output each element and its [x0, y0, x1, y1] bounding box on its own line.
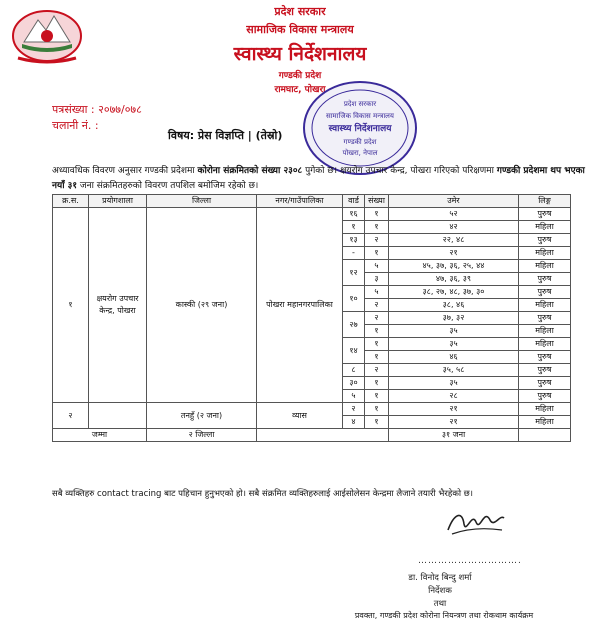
row-count: २	[365, 364, 389, 377]
row-district: कास्की (२९ जना)	[147, 208, 257, 403]
row-gender: महिला	[519, 299, 571, 312]
row-ward: १	[343, 221, 365, 234]
stamp-line2: सामाजिक विकास मन्त्रालय	[326, 112, 394, 120]
row-laboratory: क्षयरोग उपचार केन्द्र, पोखरा	[89, 208, 147, 403]
table-header-cell: लिङ्ग	[519, 195, 571, 208]
intro-paragraph	[52, 164, 600, 194]
total-blank	[257, 429, 389, 442]
row-count: २	[365, 234, 389, 247]
intro-bold-total: कोरोना संक्रमितको संख्या २३०८	[197, 166, 303, 176]
row-count: १	[365, 221, 389, 234]
table-header-cell: संख्या	[365, 195, 389, 208]
stamp-line4: गण्डकी प्रदेश	[343, 138, 377, 146]
row-gender: पुरुष	[519, 208, 571, 221]
row-district: तनहुँ (२ जना)	[147, 403, 257, 429]
row-age: ३५	[389, 377, 519, 390]
row-gender: महिला	[519, 325, 571, 338]
row-gender: पुरुष	[519, 273, 571, 286]
stamp-line1: प्रदेश सरकार	[343, 100, 377, 108]
row-ward: ५	[343, 390, 365, 403]
row-gender: महिला	[519, 247, 571, 260]
table-header-cell: वार्ड	[343, 195, 365, 208]
row-count: ३	[365, 273, 389, 286]
signature-dotted-line: ………………………….	[418, 556, 522, 566]
signatory-designation: निर्देशक	[428, 586, 452, 596]
row-gender: पुरुष	[519, 286, 571, 299]
signatory-name: डा. विनोद बिन्दु शर्मा	[408, 573, 472, 583]
cases-table	[52, 194, 571, 442]
header-province-government: प्रदेश सरकार	[274, 5, 326, 18]
row-ward: १४	[343, 338, 365, 364]
total-districts: २ जिल्ला	[147, 429, 257, 442]
row-count: २	[365, 299, 389, 312]
row-ward: १२	[343, 260, 365, 286]
row-age: ४५, ३७, ३६, २५, ४४	[389, 260, 519, 273]
footnote-text: सबै व्यक्तिहरु contact tracing बाट पहिचान हुनुभएको हो। सबै संक्रमित व्यक्तिहरुलाई आईसोलेसन केन्द्रमा लैजाने तयारी भैरहेको छ।	[52, 489, 473, 499]
table-header-row	[53, 195, 571, 208]
row-municipality: व्यास	[257, 403, 343, 429]
row-age: ४२	[389, 221, 519, 234]
intro-bold-new: गण्डकी प्रदेशमा थप भएका नयाँ ३१	[52, 166, 585, 191]
table-header-cell: नगर/गाउँपालिका	[257, 195, 343, 208]
row-age: २१	[389, 403, 519, 416]
row-age: ३५, ५८	[389, 364, 519, 377]
row-age: ३७, ३२	[389, 312, 519, 325]
table-header-cell: प्रयोगशाला	[89, 195, 147, 208]
row-age: ४७, ३६, ३९	[389, 273, 519, 286]
row-count: ५	[365, 260, 389, 273]
stamp-line3: स्वास्थ्य निर्देशनालय	[328, 124, 392, 134]
row-ward: ४	[343, 416, 365, 429]
intro-part1: अध्यावधिक विवरण अनुसार गण्डकी प्रदेशमा	[52, 166, 198, 176]
row-ward: २७	[343, 312, 365, 338]
header-ministry: सामाजिक विकास मन्त्रालय	[246, 23, 354, 36]
row-gender: महिला	[519, 416, 571, 429]
row-age: २१	[389, 416, 519, 429]
row-gender: पुरुष	[519, 234, 571, 247]
row-count: १	[365, 325, 389, 338]
row-laboratory	[89, 403, 147, 429]
table-row	[53, 403, 571, 416]
row-age: २८	[389, 390, 519, 403]
row-age: ५२	[389, 208, 519, 221]
row-gender: पुरुष	[519, 364, 571, 377]
patra-sankhya	[52, 102, 142, 117]
total-count: ३१ जना	[389, 429, 519, 442]
row-serial-number: १	[53, 208, 89, 403]
header-directorate: स्वास्थ्य निर्देशनालय	[233, 43, 367, 65]
subject-line: विषय: प्रेस विज्ञप्ति | (तेस्रो)	[168, 129, 283, 142]
row-age: २१	[389, 247, 519, 260]
handwritten-signature	[444, 504, 508, 540]
row-age: ३८, २७, ४८, ३७, ३०	[389, 286, 519, 299]
table-header-cell: क्र.स.	[53, 195, 89, 208]
row-count: २	[365, 312, 389, 325]
row-gender: महिला	[519, 338, 571, 351]
row-ward: १३	[343, 234, 365, 247]
row-age: ३८, ४६	[389, 299, 519, 312]
row-age: ३५	[389, 325, 519, 338]
row-age: ३५	[389, 338, 519, 351]
row-count: १	[365, 351, 389, 364]
signatory-role: प्रवक्ता, गण्डकी प्रदेश कोरोना नियन्त्रण तथा रोकथाम कार्यक्रम	[354, 611, 534, 620]
row-ward: ८	[343, 364, 365, 377]
row-gender: पुरुष	[519, 351, 571, 364]
row-count: ५	[365, 286, 389, 299]
row-gender: पुरुष	[519, 390, 571, 403]
row-age: २२, ४८	[389, 234, 519, 247]
header-address: रामघाट, पोखरा	[274, 85, 326, 95]
table-total-row	[53, 429, 571, 442]
header-province: गण्डकी प्रदेश	[278, 71, 322, 81]
row-count: १	[365, 390, 389, 403]
row-count: १	[365, 247, 389, 260]
table-row	[53, 208, 571, 221]
table-header-cell: जिल्ला	[147, 195, 257, 208]
signatory-and: तथा	[433, 599, 447, 609]
row-gender: महिला	[519, 260, 571, 273]
total-blank	[519, 429, 571, 442]
row-gender: महिला	[519, 221, 571, 234]
row-ward: -	[343, 247, 365, 260]
intro-part3: जना संक्रमितहरुको विवरण तपशिल बमोजिम रहेको छ।	[77, 181, 259, 191]
row-gender: पुरुष	[519, 312, 571, 325]
total-label: जम्मा	[53, 429, 147, 442]
chalani-number: चलानी नं. :	[52, 119, 99, 132]
row-municipality: पोखरा महानगरपालिका	[257, 208, 343, 403]
row-gender: पुरुष	[519, 377, 571, 390]
row-gender: महिला	[519, 403, 571, 416]
row-ward: १०	[343, 286, 365, 312]
row-ward: २	[343, 403, 365, 416]
patra-label: पत्रसंख्या :	[52, 103, 95, 116]
row-count: १	[365, 416, 389, 429]
row-serial-number: २	[53, 403, 89, 429]
patra-value: २०७७/०७८	[98, 103, 142, 116]
official-stamp	[300, 78, 420, 178]
intro-part2: पुगेको छ। क्षयरोग उपचार केन्द्र, पोखरा गरिएको परिक्षणमा	[302, 166, 497, 176]
row-count: १	[365, 338, 389, 351]
stamp-line5: पोखरा, नेपाल	[342, 149, 378, 157]
row-ward: १६	[343, 208, 365, 221]
row-ward: ३०	[343, 377, 365, 390]
table-header-cell: उमेर	[389, 195, 519, 208]
row-count: १	[365, 403, 389, 416]
row-age: ४६	[389, 351, 519, 364]
row-count: १	[365, 377, 389, 390]
row-count: १	[365, 208, 389, 221]
